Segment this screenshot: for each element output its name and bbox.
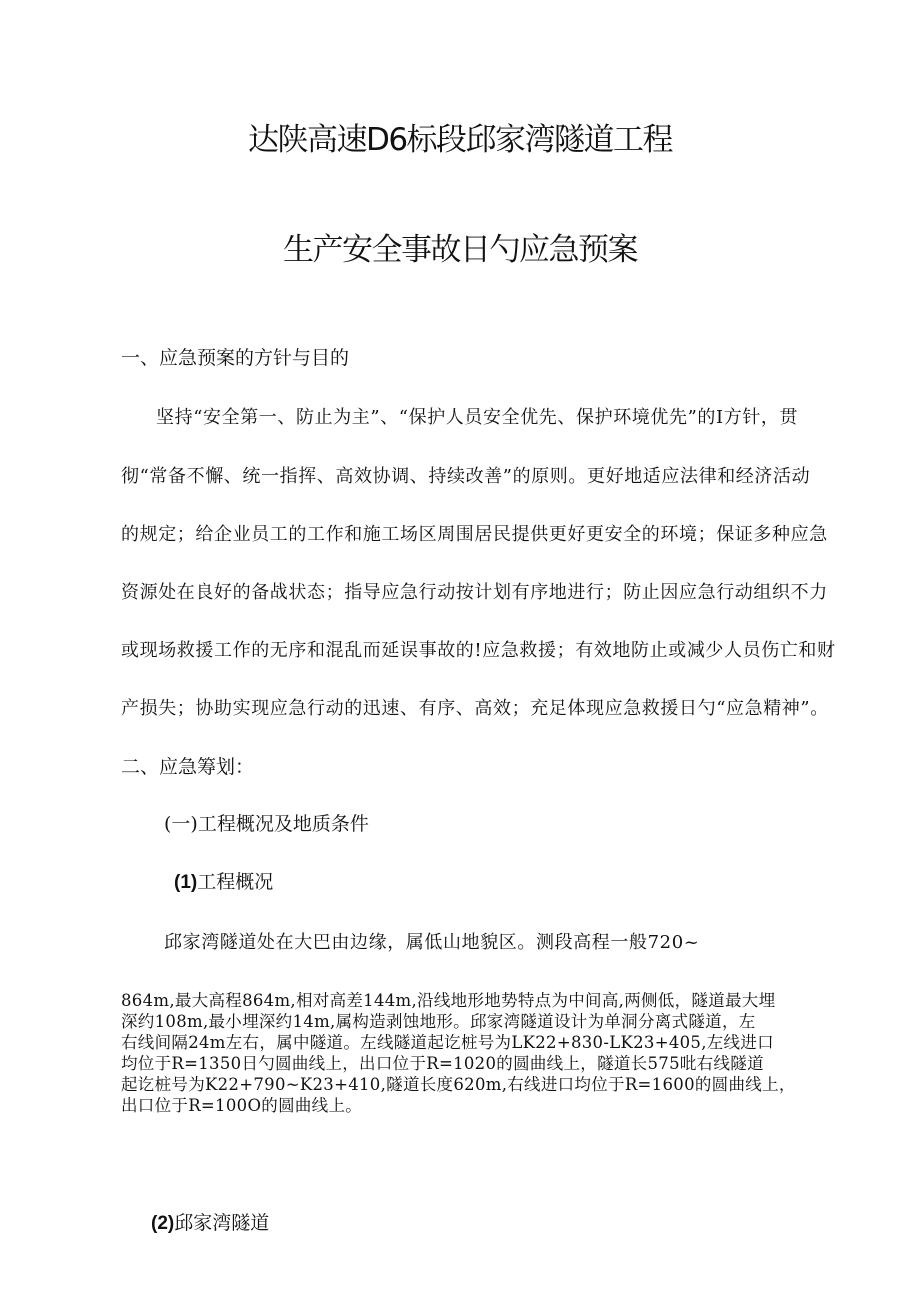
paragraph-line: 均位于R=1350日勺圆曲线上，出口位于R=1020的圆曲线上，隧道长575吡右线隧道: [121, 1054, 764, 1073]
paragraph-line: 右线间隔24m左右，属中隧道。左线隧道起讫桩号为LK22+830-LK23+405,左线进口: [121, 1033, 774, 1052]
paragraph-line: 深约108m,最小埋深约14m,属构造剥蚀地形。邱家湾隧道设计为单洞分离式隧道，左: [121, 1012, 756, 1031]
item2-heading: [151, 1208, 269, 1235]
item2-number: (2): [151, 1213, 175, 1234]
paragraph-line: 彻“常备不懈、统一指挥、高效协调、持续改善”的原则。更好地适应法律和经济活动: [121, 466, 811, 487]
section1-heading: 一、应急预案的方针与目的: [121, 347, 350, 369]
item1-label: 工程概况: [197, 871, 274, 893]
paragraph-line: 产损失；协助实现应急行动的迅速、有序、高效；充足体现应急救援日勺“应急精神”。: [121, 698, 829, 719]
paragraph-line: 的规定；给企业员工的工作和施工场区周围居民提供更好更安全的环境；保证多种应急: [121, 524, 828, 545]
item1-number: (1): [174, 872, 198, 893]
paragraph-line: 资源处在良好的备战状态；指导应急行动按计划有序地进行；防止因应急行动组织不力: [121, 582, 828, 603]
paragraph-line: 起讫桩号为K22+790~K23+410,隧道长度620m,右线进口均位于R=1600的圆曲线上，: [121, 1075, 796, 1094]
paragraph-line: 或现场救援工作的无序和混乱而延误事故的!应急救援；有效地防止或减少人员伤亡和财: [121, 640, 836, 661]
section2-heading: 二、应急筹划：: [121, 756, 255, 778]
item2-label: 邱家湾隧道: [174, 1212, 270, 1234]
document-title-line2: 生产安全事故日勺应急预案: [283, 232, 637, 268]
item1-heading: [174, 867, 273, 894]
document-title-line1: 达陕高速D6标段邱家湾隧道工程: [247, 122, 673, 158]
subsection-heading: (一)工程概况及地质条件: [164, 813, 369, 835]
paragraph-line: 坚持“安全第一、防止为主”、“保护人员安全优先、保护环境优先”的I方针，贯: [156, 407, 799, 428]
paragraph-line: 出口位于R=100O的圆曲线上。: [121, 1096, 363, 1115]
overview-paragraph: [121, 990, 796, 1116]
paragraph-line: 864m,最大高程864m,相对高差144m,沿线地形地势特点为中间高,两侧低，隧道最大埋: [121, 991, 776, 1010]
overview-first-line: 邱家湾隧道处在大巴由边缘，属低山地貌区。测段高程一般720~: [164, 932, 700, 953]
